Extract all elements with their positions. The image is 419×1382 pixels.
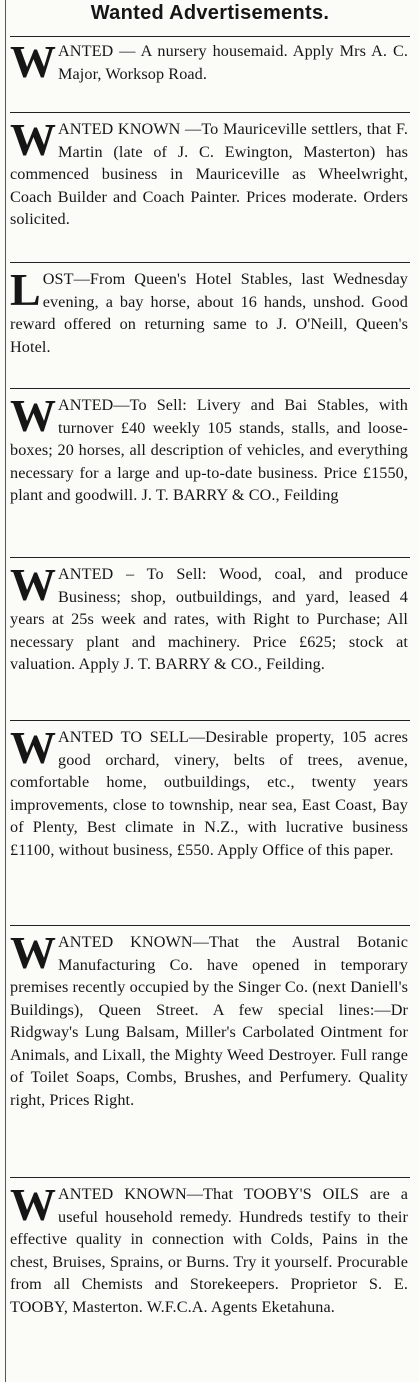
advert-text: ANTED KNOWN —To Mauriceville settlers, that F. Martin (late of J. C. Ewington, Masterton) has commenced business in Mauriceville as Wheelwright, Coach Builder and Coach Painter. Prices moderate. Orders solicited. (10, 120, 408, 228)
divider (10, 557, 410, 558)
column-rule (5, 0, 6, 1382)
advert-text: ANTED—To Sell: Livery and Bai Stables, with turnover £40 weekly 105 stands, stalls, and loose-boxes; 20 horses, all description of vehicles, and everything necessary for a large and up-to-date business. Price £1550, plant and goodwill. J. T. BARRY & CO., Feilding (10, 396, 408, 504)
advert-martin-wheelwright (10, 114, 408, 231)
drop-cap: L (10, 264, 39, 315)
advert-livery-stables (10, 390, 408, 507)
advert-text: ANTED TO SELL—Desirable property, 105 acres good orchard, vinery, belts of trees, avenue, comfortable home, outbuildings, etc., twenty years improvements, close to township, near sea, East Coast, Bay of Plenty, Best climate in N.Z., with lucrative business £1100, without business, £550. Apply Office of this paper. (10, 728, 408, 859)
divider (10, 112, 410, 113)
drop-cap: W (10, 927, 54, 978)
advert-wood-coal (10, 559, 408, 676)
divider (10, 388, 410, 389)
drop-cap: W (10, 390, 54, 441)
divider (10, 1177, 410, 1178)
advert-lost-horse (10, 264, 408, 358)
drop-cap: W (10, 559, 54, 610)
drop-cap: W (10, 114, 54, 165)
divider (10, 262, 410, 263)
advert-text: ANTED KNOWN—That the Austral Botanic Manufacturing Co. have opened in temporary premises recently occupied by the Singer Co. (next Daniell's Buildings), Queen Street. A few special lines:—Dr Ridgway's Lung Balsam, Miller's Carbolated Ointment for Animals, and Lixall, the Mighty Weed Destroyer. Full range of Toilet Soaps, Combs, Brushes, and Perfumery. Quality right, Prices Right. (10, 933, 408, 1109)
advert-text: ANTED – To Sell: Wood, coal, and produce Business; shop, outbuildings, and yard, leased 4 years at 25s week and rates, with Right to Purchase; All necessary plant and machinery. Price £625; stock at valuation. Apply J. T. BARRY & CO., Feilding. (10, 565, 408, 673)
advert-text: OST—From Queen's Hotel Stables, last Wednesday evening, a bay horse, about 16 hands, unshod. Good reward offered on returning same to J. O'Neill, Queen's Hotel. (10, 270, 408, 356)
section-heading: Wanted Advertisements. (90, 2, 330, 24)
drop-cap: W (10, 1179, 54, 1230)
divider (10, 925, 410, 926)
advert-tooby-oils (10, 1179, 408, 1318)
divider (10, 36, 410, 37)
advert-austral-botanic (10, 927, 408, 1111)
drop-cap: W (10, 722, 54, 773)
drop-cap: W (10, 36, 54, 87)
divider (10, 720, 410, 721)
advert-text: ANTED — A nursery housemaid. Apply Mrs A. C. Major, Worksop Road. (58, 42, 408, 83)
advert-property-sale (10, 722, 408, 861)
advert-housemaid (10, 36, 408, 87)
advert-text: ANTED KNOWN—That TOOBY'S OILS are a useful household remedy. Hundreds testify to their effective quality in connection with Colds, Pains in the chest, Bruises, Sprains, or Burns. Try it yourself. Procurable from all Chemists and Storekeepers. Proprietor S. E. TOOBY, Masterton. W.F.C.A. Agents Eketahuna. (10, 1185, 408, 1316)
